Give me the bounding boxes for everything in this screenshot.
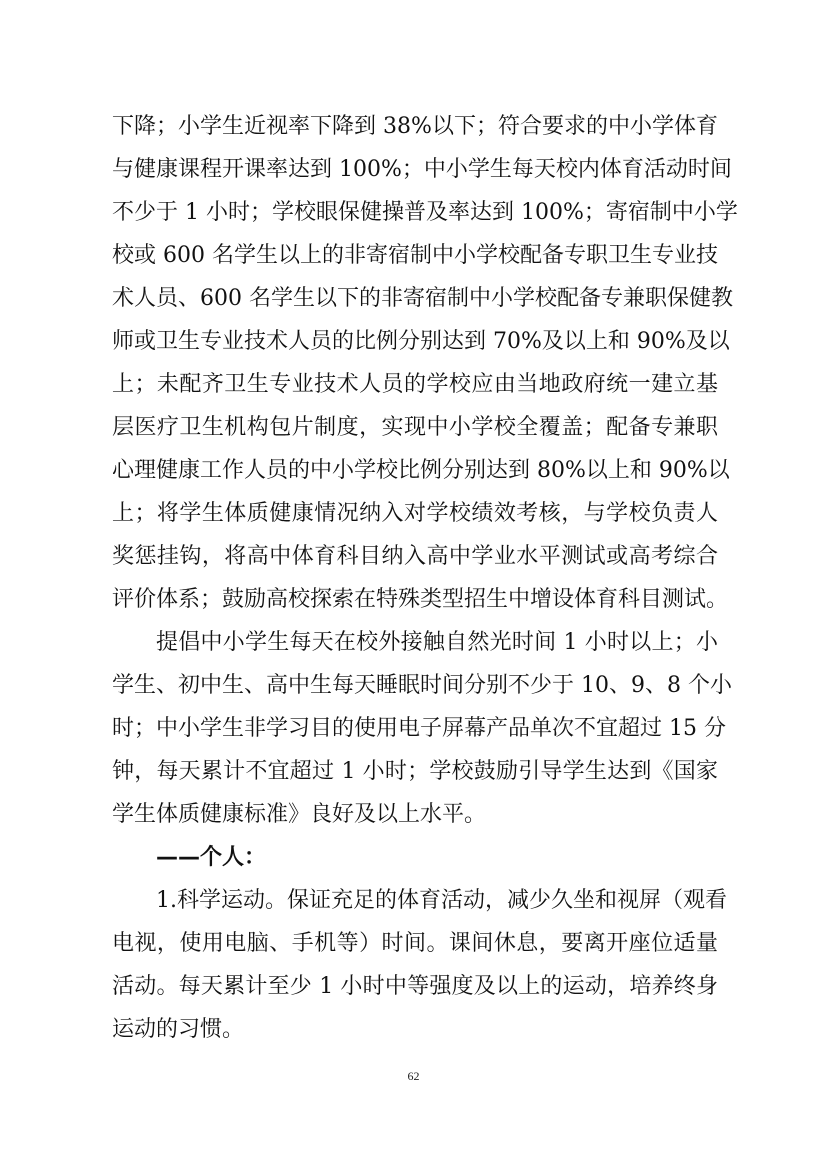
text-line: 师或卫生专业技术人员的比例分别达到 70%及以上和 90%及以 <box>112 329 730 354</box>
text-line: 上；未配齐卫生专业技术人员的学校应由当地政府统一建立基 <box>112 372 718 397</box>
text-line: 运动的习惯。 <box>112 1017 245 1042</box>
text-line: 提倡中小学生每天在校外接触自然光时间 1 小时以上；小 <box>156 630 718 655</box>
text-line: 术人员、600 名学生以下的非寄宿制中小学校配备专兼职保健教 <box>112 286 733 311</box>
text-line: 电视，使用电脑、手机等）时间。课间休息，要离开座位适量 <box>112 931 718 956</box>
section-heading: ——个人： <box>156 845 267 870</box>
text-line: 层医疗卫生机构包片制度，实现中小学校全覆盖；配备专兼职 <box>112 415 718 440</box>
text-line: 学生、初中生、高中生每天睡眠时间分别不少于 10、9、8 个小 <box>112 673 732 698</box>
text-line: 评价体系；鼓励高校探索在特殊类型招生中增设体育科目测试。 <box>112 587 729 612</box>
text-line: 奖惩挂钩，将高中体育科目纳入高中学业水平测试或高考综合 <box>112 544 718 569</box>
text-line: 与健康课程开课率达到 100%；中小学生每天校内体育活动时间 <box>112 157 732 182</box>
text-line: 心理健康工作人员的中小学校比例分别达到 80%以上和 90%以 <box>112 458 730 483</box>
text-line: 钟，每天累计不宜超过 1 小时；学校鼓励引导学生达到《国家 <box>112 759 718 784</box>
text-line: 校或 600 名学生以上的非寄宿制中小学校配备专职卫生专业技 <box>112 243 718 268</box>
text-line: 下降；小学生近视率下降到 38%以下；符合要求的中小学体育 <box>112 114 718 139</box>
page-number: 62 <box>407 1069 420 1083</box>
text-line: 时；中小学生非学习目的使用电子屏幕产品单次不宜超过 15 分 <box>112 716 726 741</box>
text-line: 活动。每天累计至少 1 小时中等强度及以上的运动，培养终身 <box>112 974 718 999</box>
text-line: 学生体质健康标准》良好及以上水平。 <box>112 802 487 827</box>
text-line: 不少于 1 小时；学校眼保健操普及率达到 100%；寄宿制中小学 <box>112 200 738 225</box>
text-line: 上；将学生体质健康情况纳入对学校绩效考核，与学校负责人 <box>112 501 718 526</box>
text-line: 1.科学运动。保证充足的体育活动，减少久坐和视屏（观看 <box>156 888 727 913</box>
